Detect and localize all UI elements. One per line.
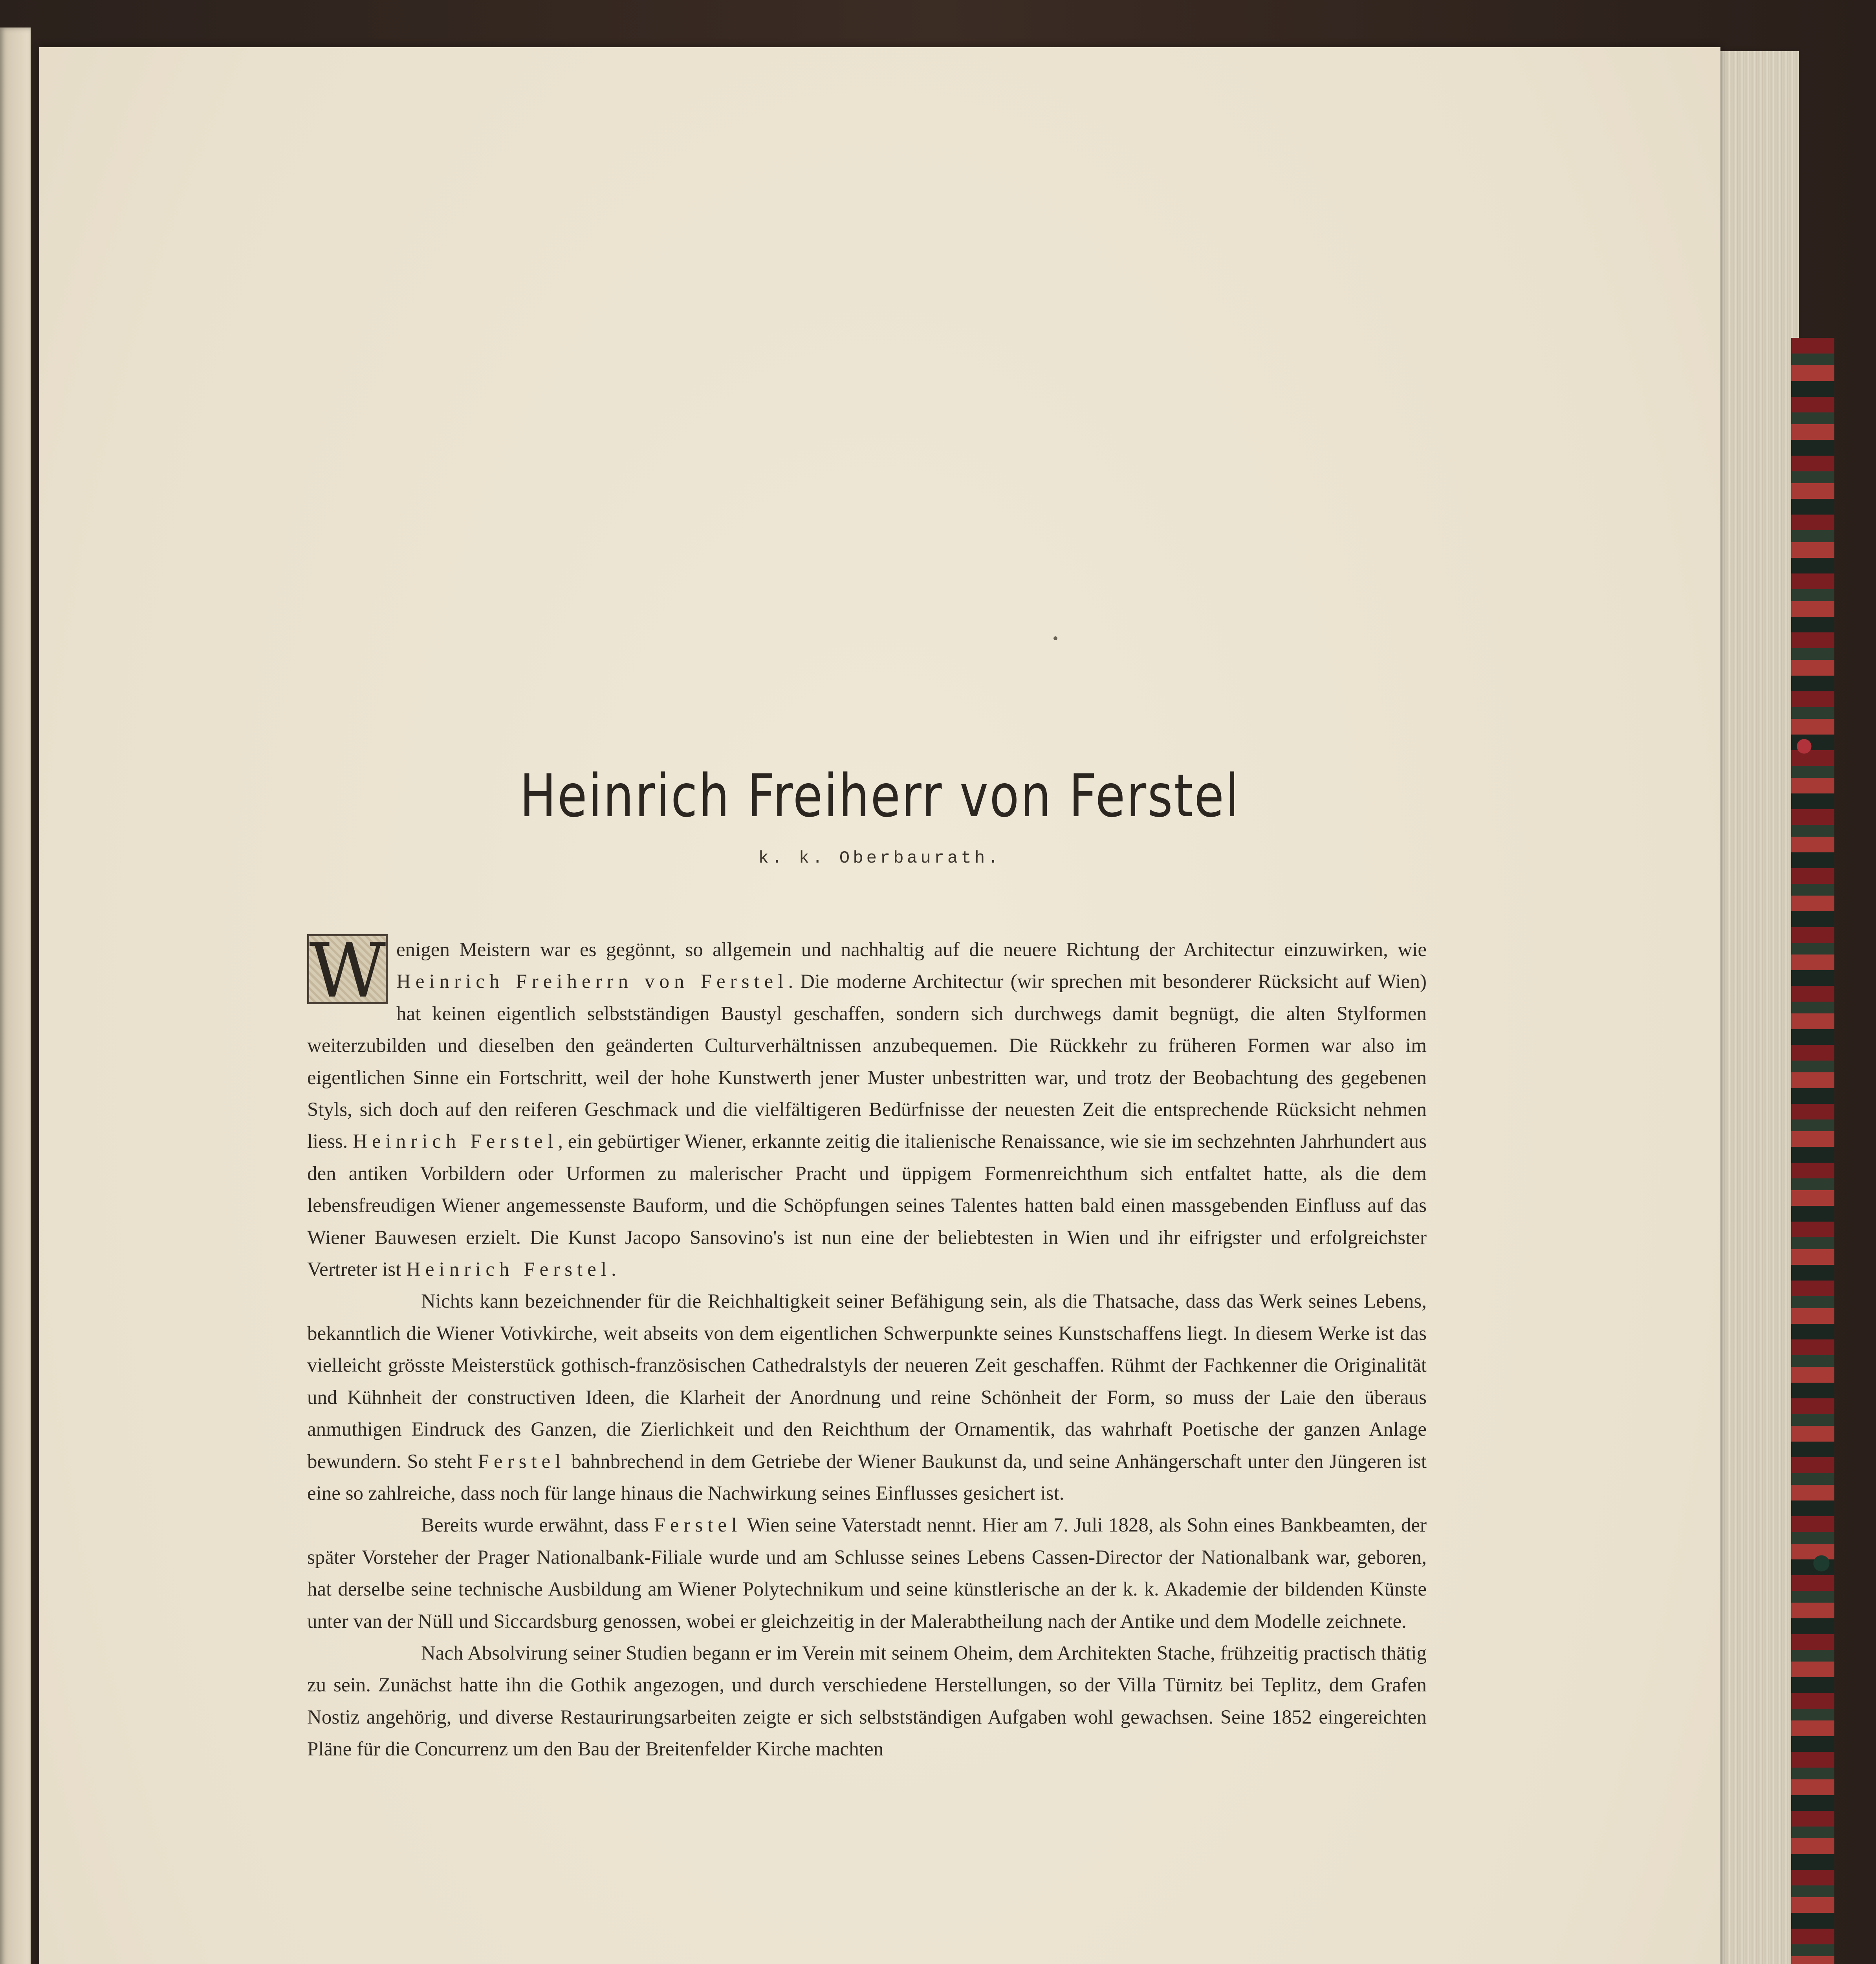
body-text [307,927,1427,1766]
page-stack-edges [1713,51,1799,1964]
page-subtitle: k. k. Oberbaurath. [758,848,1002,868]
paragraph [307,1286,1427,1510]
text-run: Nach Absolvirung seiner Studien begann er im Verein mit seinem Oheim, dem Architekten Stache, frühzeitig practisch thätig zu sein. Zunächst hatte ihn die Gothik angezogen, und durch verschiedene Herstellungen, so der Villa Türnitz bei Teplitz, dem Grafen Nostiz angehörig, und diverse Restaurirungsarbeiten zeigte er sich selbstständigen Aufgaben wohl gewachsen. Seine 1852 eingereichten Pläne für die Concurrenz um den Bau der Breitenfelder Kirche machten [307,1642,1427,1761]
book-page [39,47,1720,1964]
spaced-name: Heinrich Ferstel [406,1259,612,1281]
marbled-book-edge [1791,338,1834,1964]
text-run: , ein gebürtiger Wiener, erkannte zeitig die italienische Renaissance, wie sie im sechzehnten Jahrhundert aus den antiken Vorbildern oder Urformen zu malerischer Pracht und üppigem Formenreichthum sich entfaltet hatte, als die dem lebensfreudigen Wiener angemessenste Bauform, und die Schöpfungen seines Talentes hatten bald einen massgebenden Einfluss auf das Wiener Bauwesen erzielt. Die Kunst Jacopo Sansovino's ist nun eine der beliebtesten in Wien und ihr eifrigster und erfolgreichster Vertreter ist [307,1130,1427,1281]
text-run: . [611,1259,616,1281]
text-run: Nichts kann bezeichnender für die Reichhaltigkeit seiner Befähigung sein, als die Thatsache, dass das Werk seines Lebens, bekanntlich die Wiener Votivkirche, weit abseits von dem eigentlichen Schwerpunkte seines Kunstschaffens liegt. In diesem Werke ist das vielleicht grösste Meisterstück gothisch-französischen Cathedralstyls der neueren Zeit geschaffen. Rühmt der Fachkenner die Originalität und Kühnheit der constructiven Ideen, die Klarheit der Anordnung und reine Schönheit der Form, so muss der Laie den überaus anmuthigen Eindruck des Ganzen, die Zierlichkeit und den Reichthum der Ornamentik, das wahrhaft Poetische der ganzen Anlage bewundern. So steht [307,1290,1427,1473]
page-title: Heinrich Freiherr von Ferstel [520,762,1240,830]
text-run: Bereits wurde erwähnt, dass [421,1514,654,1537]
text-run: enigen Meistern war es gegönnt, so allgemein und nachhaltig auf die neuere Richtung der Architectur einzuwirken, wie [396,939,1427,961]
paragraph [307,1638,1427,1766]
spaced-name: Ferstel [654,1514,742,1537]
page-mark-dot [1053,636,1057,640]
spaced-name: Heinrich Freiherrn von Ferstel [396,971,788,993]
paragraph [307,934,1427,1286]
previous-page-edge [0,27,31,1964]
spaced-name: Heinrich Ferstel [353,1130,558,1153]
paragraph [307,1510,1427,1638]
text-run: . Die moderne Architectur (wir sprechen mit besonderer Rücksicht auf Wien) hat keinen eigentlich selbstständigen Baustyl geschaffen, sondern sich durchwegs damit begnügt, die alten Stylformen weiterzubilden und dieselben den geänderten Culturverhältnissen anzubequemen. Die Rückkehr zu früheren Formen war also im eigentlichen Sinne ein Fortschritt, weil der hohe Kunstwerth jener Muster unbestritten war, und trotz der Beobachtung des gegebenen Styls, sich doch auf den reiferen Geschmack und die vielfältigeren Bedürfnisse der neuesten Zeit die entsprechende Rücksicht nehmen liess. [307,971,1427,1153]
text-run: bahnbrechend in dem Getriebe der Wiener Baukunst da, und seine Anhängerschaft unter den Jüngeren ist eine so zahlreiche, dass noch für lange hinaus die Nachwirkung seines Einflusses gesichert ist. [307,1450,1427,1504]
decorated-initial-letter: W [307,934,388,1004]
text-run: Wien seine Vaterstadt nennt. Hier am 7. Juli 1828, als Sohn eines Bankbeamten, der später Vorsteher der Prager Nationalbank-Filiale wurde und am Schlusse seines Lebens Cassen-Director der Nationalbank war, geboren, hat derselbe seine technische Ausbildung am Wiener Polytechnikum und seine künstlerische an der k. k. Akademie der bildenden Künste unter van der Nüll und Siccardsburg genossen, wobei er gleichzeitig in der Malerabtheilung nach der Antike und dem Modelle zeichnete. [307,1514,1427,1632]
spaced-name: Ferstel [478,1450,566,1473]
